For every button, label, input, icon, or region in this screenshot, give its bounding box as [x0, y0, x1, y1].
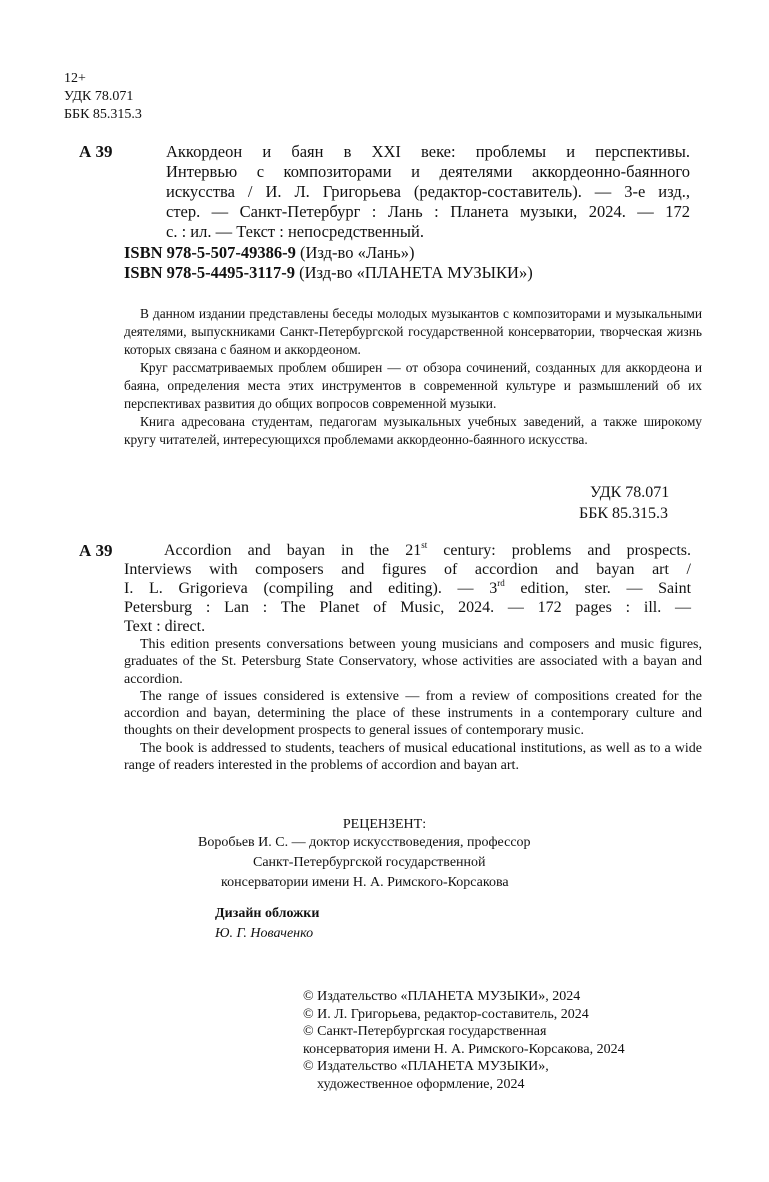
abstract-ru — [124, 305, 702, 449]
copyright-line: © Санкт-Петербургская государственная — [303, 1024, 547, 1039]
udk-code-right: УДК 78.071 — [590, 484, 670, 501]
reviewer-line: Воробьев И. С. — доктор искусствоведения, профессор — [198, 835, 531, 850]
abstract-ru-paragraph: Книга адресована студентам, педагогам музыкальных учебных заведений, а также широкому кругу читателей, интересующихся проблемами аккордеонно-баянного искусства. — [124, 414, 702, 447]
bib-en-code: А 39 — [79, 541, 113, 560]
bib-en-line: I. L. Grigorieva (compiling and editing). — 3rd edition, ster. — Saint — [124, 578, 692, 597]
isbn-planet-number: ISBN 978-5-4495-3117-9 — [124, 263, 295, 282]
bib-en-line: Accordion and bayan in the 21st century: problems and prospects. — [164, 540, 692, 559]
bib-en-line: Petersburg : Lan : The Planet of Music, 2024. — 172 pages : ill. — — [124, 599, 691, 616]
cover-design-heading: Дизайн обложки — [215, 906, 320, 921]
reviewer-title: РЕЦЕНЗЕНТ: — [342, 817, 427, 832]
copyright-line: © И. Л. Григорьева, редактор-составитель, 2024 — [303, 1006, 589, 1022]
bib-ru-text — [166, 142, 690, 242]
abstract-ru-paragraph: Круг рассматриваемых проблем обширен — от обзора сочинений, созданных для аккордеона и баяна, определения места этих инструментов в современной культуре и размышлений об их перспективах развития до общих вопросов современной музыки. — [124, 360, 702, 411]
bib-ru-line: Аккордеон и баян в XXI веке: проблемы и перспективы. — [166, 142, 690, 161]
age-rating: 12+ — [64, 71, 86, 86]
isbn-lan-publisher: (Изд-во «Лань») — [300, 243, 415, 262]
bib-en-line: Text : direct. — [124, 618, 206, 635]
isbn-planet — [124, 263, 533, 283]
copyright-line: консерватория имени Н. А. Римского-Корсакова, 2024 — [303, 1041, 625, 1057]
codes-right — [579, 482, 670, 524]
bib-ru-line: с. : ил. — Текст : непосредственный. — [166, 222, 424, 241]
bbk-code-right: ББК 85.315.3 — [579, 505, 669, 522]
copyright-line: художественное оформление, 2024 — [317, 1076, 525, 1092]
bib-ru-line: Интервью с композиторами и деятелями аккордеонно-баянного — [166, 162, 690, 181]
copyright-block — [303, 988, 625, 1093]
copyright-line: © Издательство «ПЛАНЕТА МУЗЫКИ», — [303, 1059, 549, 1074]
abstract-en-paragraph: This edition presents conversations between young musicians and composers and music figures, graduates of the St. Petersburg State Conservatory, whose activities are associated with a bayan and accordion. — [124, 637, 702, 687]
abstract-en-paragraph: The book is addressed to students, teachers of musical educational institutions, as well as to a wide range of readers interested in the problems of accordion and bayan art. — [124, 740, 702, 774]
abstract-en-paragraph: The range of issues considered is extensive — from a review of compositions created for the accordion and bayan, determining the place of these instruments in a contemporary culture and thoughts on their development prospects to general issues of contemporary music. — [124, 688, 702, 739]
cover-designer-name: Ю. Г. Новаченко — [215, 926, 314, 941]
bib-en-line: Interviews with composers and figures of accordion and bayan art / — [124, 561, 691, 578]
isbn-lan — [124, 243, 414, 263]
bib-ru-line: стер. — Санкт-Петербург : Лань : Планета музыки, 2024. — 172 — [166, 202, 690, 221]
reviewer-line: Санкт-Петербургской государственной — [253, 855, 486, 870]
bib-en-text — [124, 541, 691, 636]
reviewer-line: консерватории имени Н. А. Римского-Корсакова — [221, 875, 509, 890]
isbn-lan-number: ISBN 978-5-507-49386-9 — [124, 243, 296, 262]
udk-code: УДК 78.071 — [64, 89, 134, 104]
abstract-en — [124, 636, 702, 774]
abstract-ru-paragraph: В данном издании представлены беседы молодых музыкантов с композиторами и музыкальными деятелями, выпускниками Санкт-Петербургской государственной консерватории, творческая жизнь которых связана с баяном и аккордеоном. — [124, 306, 702, 357]
header-codes — [64, 70, 142, 124]
bbk-code: ББК 85.315.3 — [64, 107, 142, 122]
isbn-planet-publisher: (Изд-во «ПЛАНЕТА МУЗЫКИ») — [299, 263, 533, 282]
bib-ru-code: А 39 — [79, 142, 113, 161]
copyright-line: © Издательство «ПЛАНЕТА МУЗЫКИ», 2024 — [303, 989, 581, 1004]
bib-ru-line: искусства / И. Л. Григорьева (редактор-составитель). — 3-е изд., — [166, 182, 690, 201]
